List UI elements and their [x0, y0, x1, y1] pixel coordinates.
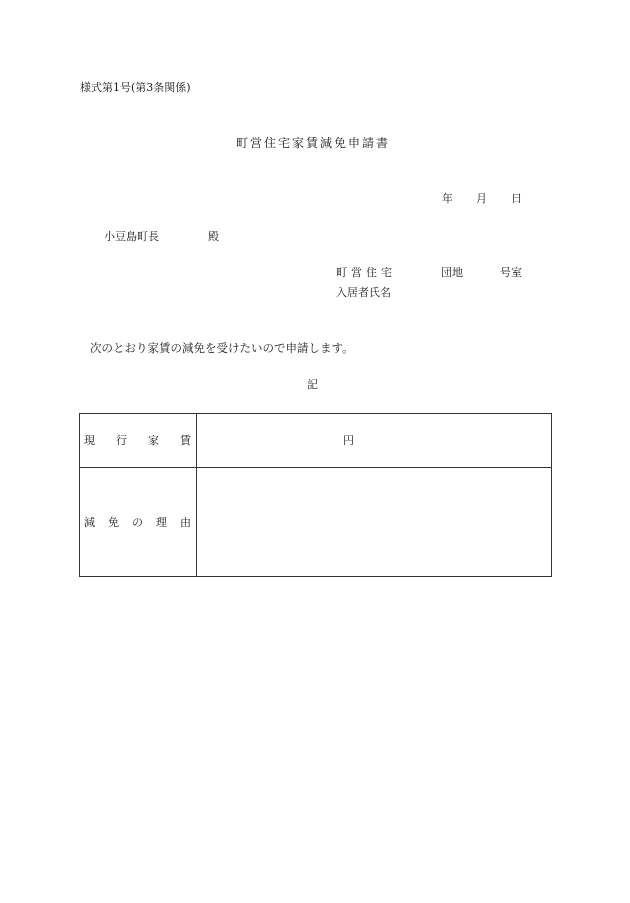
current-rent-row [80, 414, 551, 468]
reduction-reason-value-cell [197, 468, 551, 576]
yen-unit: 円 [343, 434, 354, 447]
request-statement: 次のとおり家賃の減免を受けたいので申請します。 [90, 341, 354, 355]
addressee-name: 小豆島町長 [104, 230, 159, 243]
reduction-reason-label: 減免の理由 [84, 516, 204, 529]
day-label: 日 [511, 192, 522, 205]
current-rent-value-cell [197, 414, 551, 467]
form-number: 様式第1号(第3条関係) [80, 81, 191, 94]
details-table [79, 413, 552, 577]
complex-label: 団地 [441, 266, 463, 279]
current-rent-label: 現行家賃 [84, 434, 212, 447]
note-heading: 記 [307, 378, 318, 391]
current-rent-label-cell [80, 414, 212, 467]
reduction-reason-row [80, 468, 551, 576]
housing-label: 町営住宅 [336, 266, 396, 279]
document-title: 町営住宅家賃減免申請書 [236, 136, 391, 150]
reduction-reason-label-cell [80, 468, 204, 576]
year-label: 年 [442, 192, 453, 205]
month-label: 月 [476, 192, 487, 205]
addressee-honorific: 殿 [208, 230, 219, 243]
resident-name-label: 入居者氏名 [336, 286, 391, 299]
room-label: 号室 [500, 266, 522, 279]
